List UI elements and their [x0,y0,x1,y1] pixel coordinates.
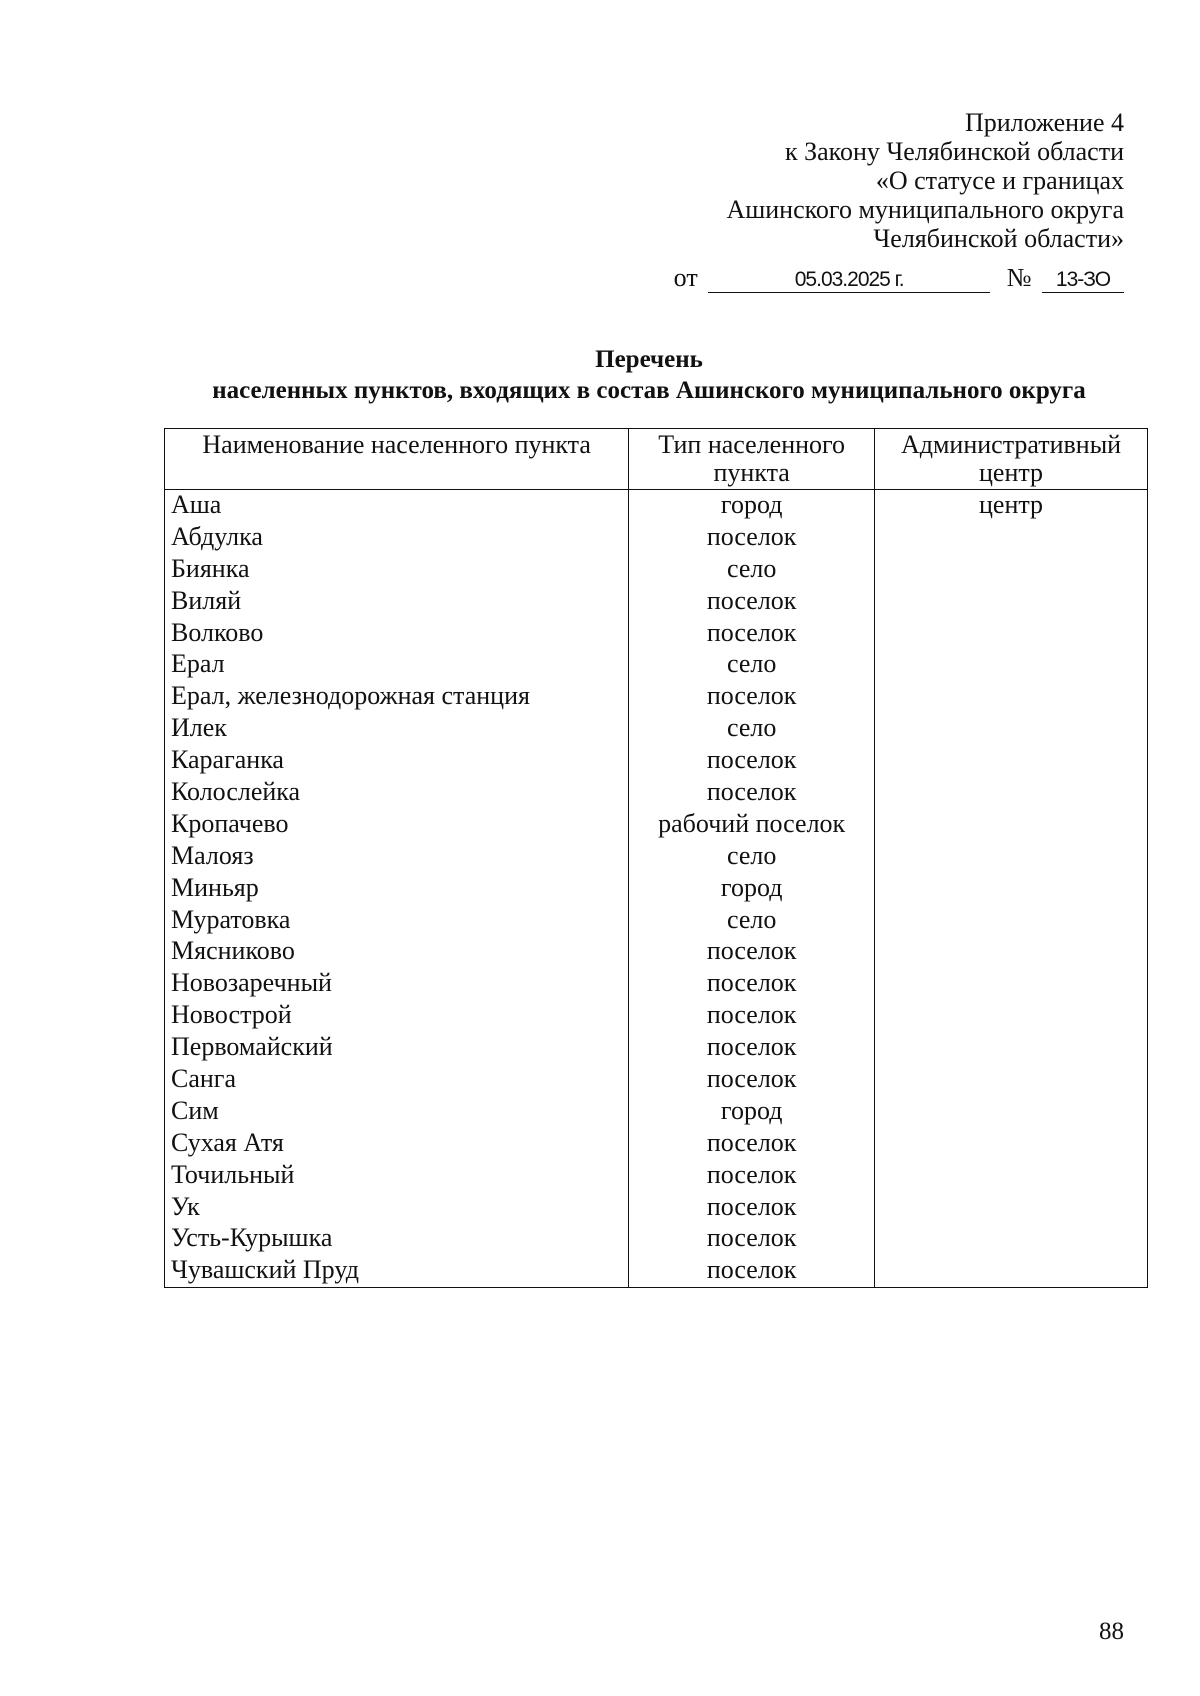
title-line-1: Перечень [595,346,703,373]
table-row [165,809,1148,841]
settlement-type: поселок [629,1128,875,1160]
settlement-name: Аша [165,490,629,522]
settlement-type: село [629,649,875,681]
settlement-type: поселок [629,1192,875,1224]
settlement-name: Волково [165,618,629,650]
admin-center [875,841,1148,873]
admin-center [875,1096,1148,1128]
admin-center [875,649,1148,681]
header-admin-center: Административный центр [875,429,1148,490]
table-row [165,841,1148,873]
settlement-type: село [629,554,875,586]
settlement-name: Малояз [165,841,629,873]
admin-center [875,1032,1148,1064]
header-type: Тип населенного пункта [629,429,875,490]
admin-center [875,1000,1148,1032]
settlement-name: Миньяр [165,873,629,905]
table-row [165,1255,1148,1287]
settlement-name: Усть-Курышка [165,1223,629,1255]
settlement-name: Новострой [165,1000,629,1032]
page-number: 88 [1099,1618,1124,1645]
settlement-name: Первомайский [165,1032,629,1064]
law-date: 05.03.2025 г. [708,268,990,293]
admin-center [875,905,1148,937]
table-header-row [165,429,1148,490]
settlement-name: Виляй [165,586,629,618]
settlement-type: село [629,841,875,873]
settlement-name: Биянка [165,554,629,586]
admin-center [875,586,1148,618]
table-row [165,649,1148,681]
settlement-type: поселок [629,1223,875,1255]
settlement-type: поселок [629,1255,875,1287]
settlement-type: село [629,713,875,745]
settlement-name: Точильный [165,1160,629,1192]
settlement-name: Илек [165,713,629,745]
appendix-line: к Закону Челябинской области [784,137,1124,166]
admin-center [875,1192,1148,1224]
table-body [165,490,1148,1288]
table-row [165,1064,1148,1096]
settlement-name: Сим [165,1096,629,1128]
admin-center [875,968,1148,1000]
settlement-type: город [629,873,875,905]
from-label: от [673,263,698,292]
settlement-name: Абдулка [165,522,629,554]
settlement-name: Ерал [165,649,629,681]
table-row [165,968,1148,1000]
table-row [165,1128,1148,1160]
settlement-name: Колослейка [165,777,629,809]
appendix-line: Приложение 4 [964,108,1124,137]
settlement-type: поселок [629,522,875,554]
admin-center [875,1223,1148,1255]
law-number: 13-ЗО [1042,268,1124,293]
admin-center [875,522,1148,554]
admin-center [875,745,1148,777]
settlement-name: Ерал, железнодорожная станция [165,681,629,713]
settlement-type: поселок [629,745,875,777]
settlement-type: поселок [629,1000,875,1032]
admin-center [875,681,1148,713]
document-title [150,344,1148,406]
settlement-type: рабочий поселок [629,809,875,841]
settlement-name: Санга [165,1064,629,1096]
table-row [165,618,1148,650]
table-row [165,554,1148,586]
settlement-type: поселок [629,777,875,809]
table-row [165,936,1148,968]
settlement-type: поселок [629,968,875,1000]
table-row [165,1160,1148,1192]
admin-center [875,777,1148,809]
admin-center [875,1064,1148,1096]
settlement-name: Чувашский Пруд [165,1255,629,1287]
settlement-name: Мясниково [165,936,629,968]
settlement-type: поселок [629,1064,875,1096]
settlement-type: поселок [629,681,875,713]
admin-center [875,1160,1148,1192]
admin-center [875,618,1148,650]
table-row [165,873,1148,905]
number-label: № [1006,263,1032,292]
settlement-type: село [629,905,875,937]
admin-center [875,1255,1148,1287]
header-name: Наименование населенного пункта [165,429,629,490]
settlement-type: город [629,490,875,522]
table-row [165,713,1148,745]
settlement-type: город [629,1096,875,1128]
admin-center [875,713,1148,745]
settlement-type: поселок [629,586,875,618]
table-row [165,522,1148,554]
settlement-type: поселок [629,1160,875,1192]
settlement-name: Караганка [165,745,629,777]
admin-center [875,936,1148,968]
settlement-name: Муратовка [165,905,629,937]
settlement-type: поселок [629,1032,875,1064]
table-row [165,905,1148,937]
admin-center: центр [875,490,1148,522]
table-row [165,745,1148,777]
title-line-2: населенных пунктов, входящих в состав Ашинского муниципального округа [212,377,1086,404]
settlement-name: Сухая Атя [165,1128,629,1160]
settlement-type: поселок [629,618,875,650]
admin-center [875,809,1148,841]
appendix-line: Ашинского муниципального округа [726,195,1124,224]
table-row [165,777,1148,809]
table-row [165,586,1148,618]
table-row [165,1032,1148,1064]
settlement-name: Новозаречный [165,968,629,1000]
settlement-name: Ук [165,1192,629,1224]
appendix-line: Челябинской области» [873,224,1124,253]
table-row [165,1096,1148,1128]
table-row [165,1192,1148,1224]
table-row [165,1223,1148,1255]
settlement-type: поселок [629,936,875,968]
table-row [165,681,1148,713]
settlements-table [164,428,1148,1288]
appendix-line: «О статусе и границах [875,166,1124,195]
admin-center [875,554,1148,586]
admin-center [875,873,1148,905]
table-row [165,1000,1148,1032]
law-date-number [674,263,1124,293]
appendix-header [726,108,1124,253]
settlement-name: Кропачево [165,809,629,841]
admin-center [875,1128,1148,1160]
table-row [165,490,1148,522]
